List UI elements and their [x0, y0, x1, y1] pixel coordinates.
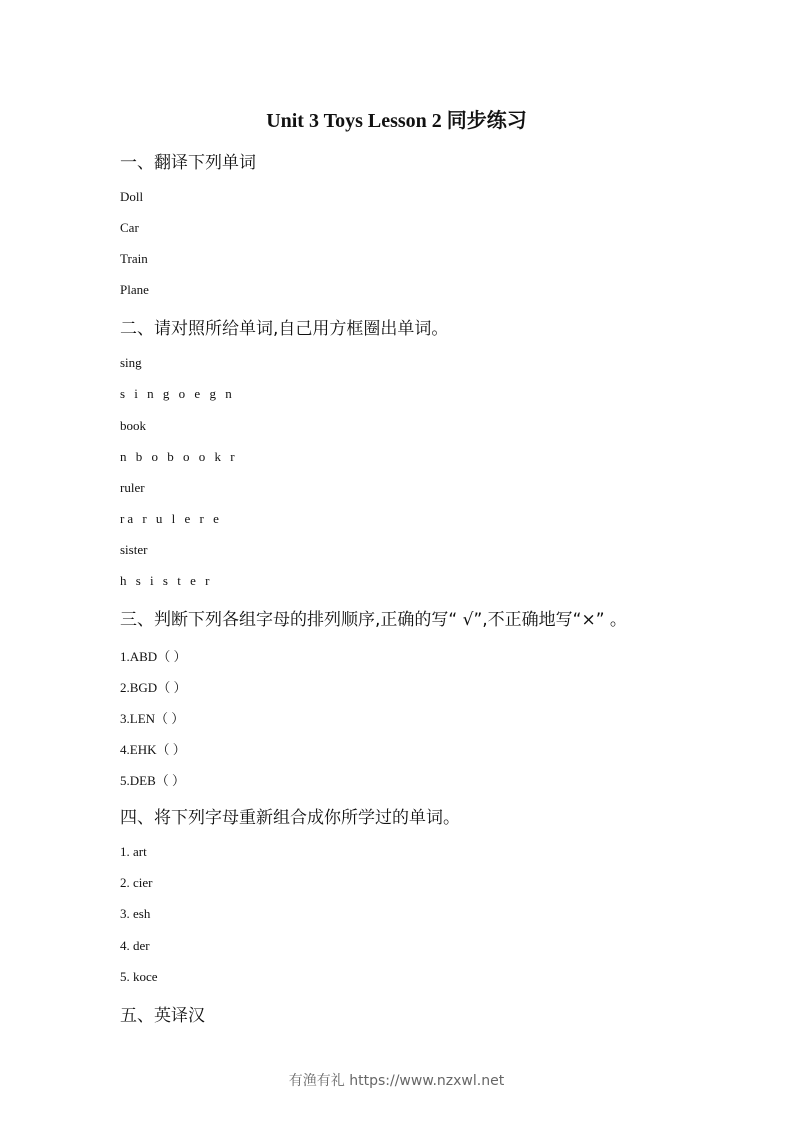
list-item: Train	[120, 251, 148, 266]
list-item: 4. der	[120, 938, 150, 953]
watermark-footer: 有渔有礼 https://www.nzxwl.net	[288, 1073, 505, 1089]
list-item: 5. koce	[120, 969, 158, 984]
list-item: 3.LEN（ ）	[120, 711, 185, 726]
list-item: 2. cier	[120, 875, 153, 890]
list-item: 2.BGD（ ）	[120, 680, 187, 695]
list-item: 3. esh	[120, 906, 151, 921]
section-heading-2: 二、请对照所给单词,自己用方框圈出单词。	[120, 319, 449, 339]
list-item: 4.EHK（ ）	[120, 742, 186, 757]
list-item: 1. art	[120, 844, 147, 859]
section-heading-3: 三、判断下列各组字母的排列顺序,正确的写“ √”,不正确地写“×” 。	[120, 610, 627, 630]
section-heading-1: 一、翻译下列单词	[120, 153, 256, 173]
list-item: 5.DEB（ ）	[120, 773, 186, 788]
list-item: book	[120, 418, 146, 433]
list-item: Plane	[120, 282, 149, 297]
list-item: s i n g o e g n	[120, 386, 235, 401]
section-heading-5: 五、英译汉	[120, 1006, 205, 1026]
list-item: ruler	[120, 480, 145, 495]
list-item: Car	[120, 220, 139, 235]
list-item: h s i s t e r	[120, 573, 213, 588]
list-item: n b o b o o k r	[120, 449, 238, 464]
list-item: sister	[120, 542, 148, 557]
page-title: Unit 3 Toys Lesson 2 同步练习	[266, 110, 527, 132]
list-item: sing	[120, 355, 142, 370]
list-item: Doll	[120, 189, 144, 204]
list-item: ra r u l e r e	[120, 511, 222, 526]
list-item: 1.ABD（ ）	[120, 649, 187, 664]
section-heading-4: 四、将下列字母重新组合成你所学过的单词。	[120, 808, 460, 828]
